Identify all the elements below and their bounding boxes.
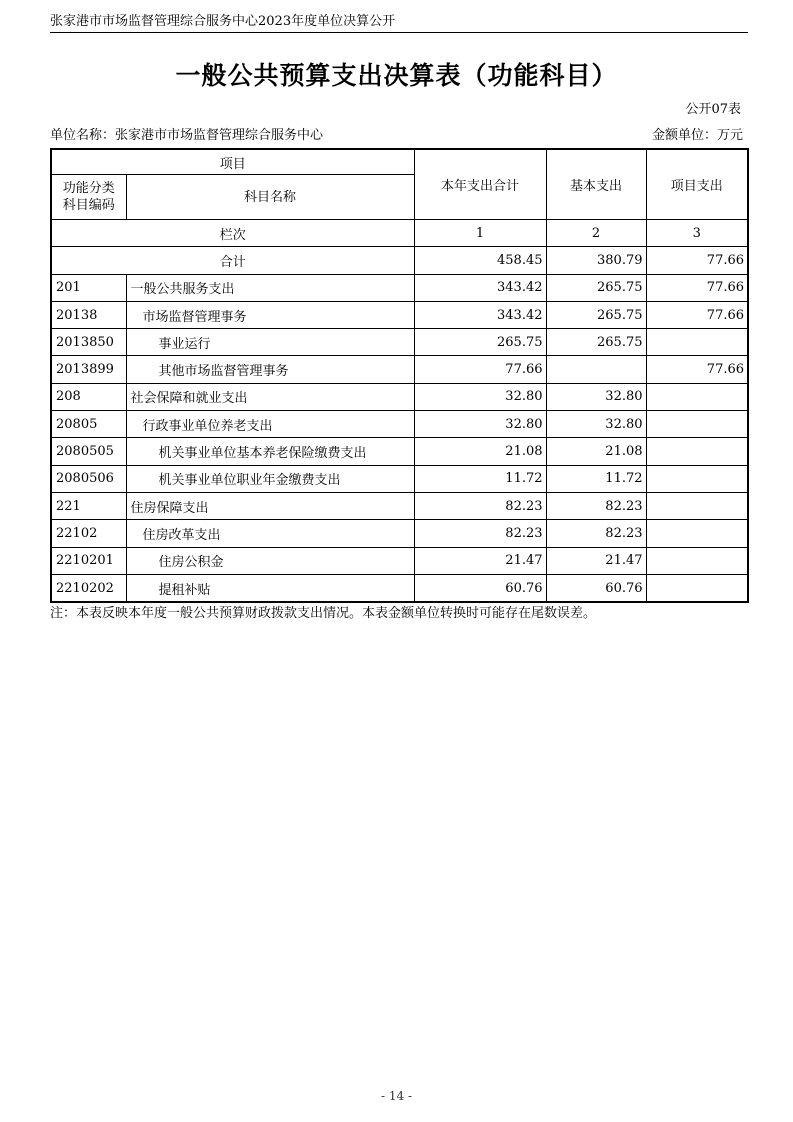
table-row [51, 329, 748, 356]
row-code: 20138 [51, 301, 126, 328]
row-total: 265.75 [414, 329, 546, 356]
row-total: 343.42 [414, 301, 546, 328]
row-total: 32.80 [414, 411, 546, 438]
row-basic: 82.23 [546, 520, 646, 547]
header-basic: 基本支出 [546, 149, 646, 220]
row-subject-name: 住房公积金 [126, 547, 414, 574]
total-project: 77.66 [646, 247, 748, 274]
header-func-code-line1: 功能分类 [62, 181, 115, 196]
row-project [646, 411, 748, 438]
row-subject-name: 提租补贴 [126, 574, 414, 602]
row-project [646, 465, 748, 492]
row-code: 2210201 [51, 547, 126, 574]
page-number: - 14 - [380, 1089, 412, 1103]
row-basic: 265.75 [546, 274, 646, 301]
column-number-row [51, 220, 748, 247]
total-row [51, 247, 748, 274]
row-subject-name: 一般公共服务支出 [126, 274, 414, 301]
table-row [51, 574, 748, 602]
header-item: 项目 [51, 149, 414, 175]
table-note: 注：本表反映本年度一般公共预算财政拨款支出情况。本表金额单位转换时可能存在尾数误差。 [50, 606, 597, 621]
row-basic: 265.75 [546, 329, 646, 356]
row-basic: 32.80 [546, 411, 646, 438]
unit-info-line [50, 124, 743, 143]
row-subject-name: 住房保障支出 [126, 492, 414, 519]
row-basic: 82.23 [546, 492, 646, 519]
row-project [646, 492, 748, 519]
table-row [51, 547, 748, 574]
table-row [51, 411, 748, 438]
row-code: 2210202 [51, 574, 126, 602]
row-total: 82.23 [414, 520, 546, 547]
page-title: 一般公共预算支出决算表（功能科目） [175, 61, 618, 90]
row-project [646, 383, 748, 410]
column-row-label: 栏次 [51, 220, 414, 247]
row-total: 82.23 [414, 492, 546, 519]
row-subject-name: 机关事业单位基本养老保险缴费支出 [126, 438, 414, 465]
total-basic: 380.79 [546, 247, 646, 274]
row-code: 2080506 [51, 465, 126, 492]
table-row [51, 301, 748, 328]
table-row [51, 383, 748, 410]
table-row [51, 274, 748, 301]
row-basic: 21.08 [546, 438, 646, 465]
row-total: 32.80 [414, 383, 546, 410]
column-number-3: 3 [646, 220, 748, 247]
row-project [646, 574, 748, 602]
row-basic: 265.75 [546, 301, 646, 328]
row-project [646, 520, 748, 547]
header-func-code-line2: 科目编码 [62, 198, 115, 213]
column-number-2: 2 [546, 220, 646, 247]
row-code: 2080505 [51, 438, 126, 465]
row-subject-name: 社会保障和就业支出 [126, 383, 414, 410]
header-subject-name: 科目名称 [126, 175, 414, 220]
row-code: 20805 [51, 411, 126, 438]
row-subject-name: 其他市场监督管理事务 [126, 356, 414, 383]
row-project: 77.66 [646, 301, 748, 328]
row-code: 208 [51, 383, 126, 410]
row-basic: 21.47 [546, 547, 646, 574]
row-total: 21.47 [414, 547, 546, 574]
row-subject-name: 机关事业单位职业年金缴费支出 [126, 465, 414, 492]
table-row [51, 520, 748, 547]
unit-name: 单位名称：张家港市市场监督管理综合服务中心 [50, 128, 324, 143]
row-subject-name: 市场监督管理事务 [126, 301, 414, 328]
row-subject-name: 事业运行 [126, 329, 414, 356]
amount-unit: 金额单位：万元 [651, 128, 743, 143]
row-code: 2013850 [51, 329, 126, 356]
column-number-1: 1 [414, 220, 546, 247]
row-total: 60.76 [414, 574, 546, 602]
row-project: 77.66 [646, 274, 748, 301]
header-total: 本年支出合计 [414, 149, 546, 220]
header-row-item [51, 149, 748, 175]
table-row [51, 465, 748, 492]
row-total: 11.72 [414, 465, 546, 492]
table-number: 公开07表 [685, 102, 741, 117]
row-project [646, 329, 748, 356]
row-basic: 60.76 [546, 574, 646, 602]
total-amount: 458.45 [414, 247, 546, 274]
header-func-code [51, 175, 126, 220]
running-header: 张家港市市场监督管理综合服务中心2023年度单位决算公开 [50, 10, 748, 33]
row-project: 77.66 [646, 356, 748, 383]
row-basic: 32.80 [546, 383, 646, 410]
row-basic: 11.72 [546, 465, 646, 492]
table-row [51, 356, 748, 383]
row-total: 343.42 [414, 274, 546, 301]
table-row [51, 438, 748, 465]
header-project: 项目支出 [646, 149, 748, 220]
row-subject-name: 行政事业单位养老支出 [126, 411, 414, 438]
row-code: 22102 [51, 520, 126, 547]
row-code: 221 [51, 492, 126, 519]
table-row [51, 492, 748, 519]
row-code: 201 [51, 274, 126, 301]
row-total: 21.08 [414, 438, 546, 465]
row-code: 2013899 [51, 356, 126, 383]
row-basic [546, 356, 646, 383]
total-label: 合计 [51, 247, 414, 274]
row-project [646, 547, 748, 574]
row-project [646, 438, 748, 465]
expenditure-table [50, 148, 749, 603]
row-total: 77.66 [414, 356, 546, 383]
row-subject-name: 住房改革支出 [126, 520, 414, 547]
